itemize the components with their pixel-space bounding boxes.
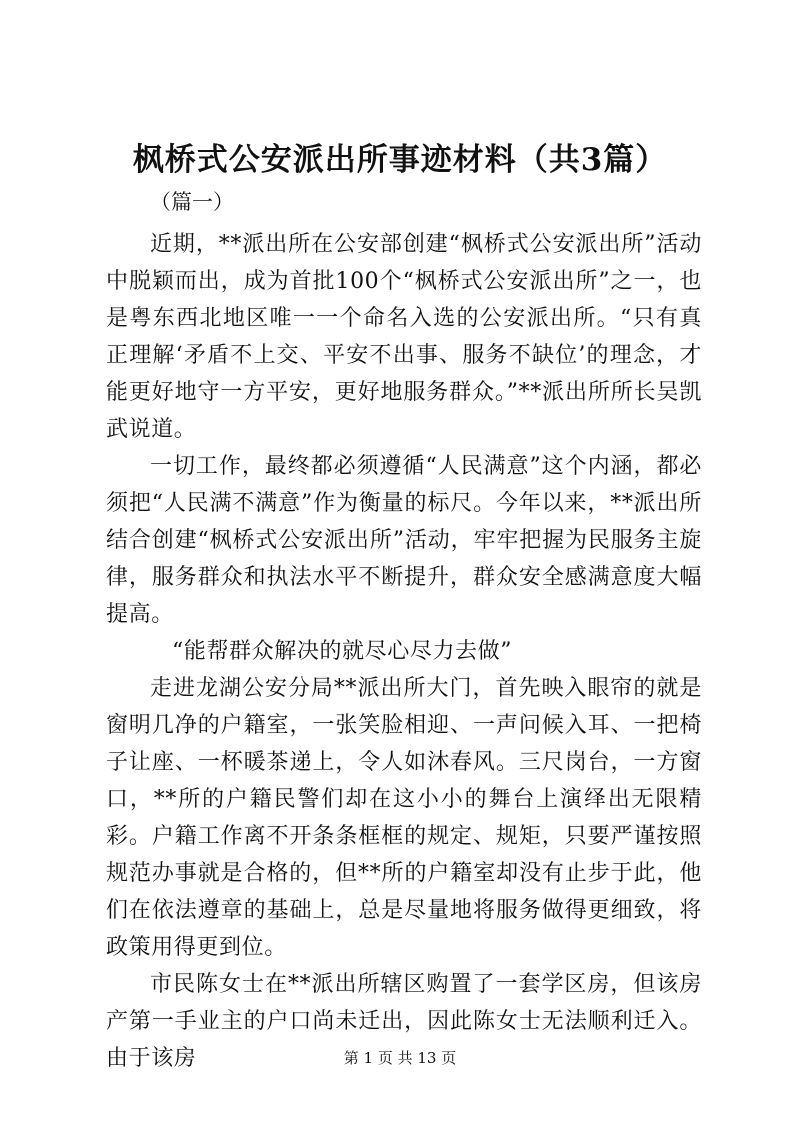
paragraph-case: 市民陈女士在**派出所辖区购置了一套学区房，但该房产第一手业主的户口尚未迁出，因此陈女士无法顺利迁入。由于该房	[106, 972, 702, 1071]
paragraph-intro: 近期，**派出所在公安部创建“枫桥式公安派出所”活动中脱颖而出，成为首批100个“枫桥式公安派出所”之一，也是粤东西北地区唯一一个命名入选的公安派出所。“只有真正理解‘矛盾不上交、平安不出事、服务不缺位’的理念，才能更好地守一方平安，更好地服务群众。”**派出所所长吴凯武说道。	[106, 232, 702, 442]
page-footer: 第 1 页 共 13 页	[343, 1049, 457, 1067]
document-title: 枫桥式公安派出所事迹材料（共3篇）	[132, 142, 668, 178]
section-label: （篇一）	[150, 190, 234, 214]
paragraph-work: 一切工作，最终都必须遵循“人民满意”这个内涵，都必须把“人民满不满意”作为衡量的标尺。今年以来，**派出所结合创建“枫桥式公安派出所”活动，牢牢把握为民服务主旋律，服务群众和执法水平不断提升，群众安全感满意度大幅提高。	[106, 454, 702, 627]
document-body	[106, 226, 702, 1077]
paragraph-household-office: 走进龙湖公安分局**派出所大门，首先映入眼帘的就是窗明几净的户籍室，一张笑脸相迎、一声问候入耳、一把椅子让座、一杯暖茶递上，令人如沐春风。三尺岗台，一方窗口，**所的户籍民警们却在这小小的舞台上演绎出无限精彩。户籍工作离不开条条框框的规定、规矩，只要严谨按照规范办事就是合格的，但**所的户籍室却没有止步于此，他们在依法遵章的基础上，总是尽量地将服务做得更细致，将政策用得更到位。	[106, 676, 702, 960]
subheading-quote: “能帮群众解决的就尽心尽力去做”	[172, 639, 513, 664]
